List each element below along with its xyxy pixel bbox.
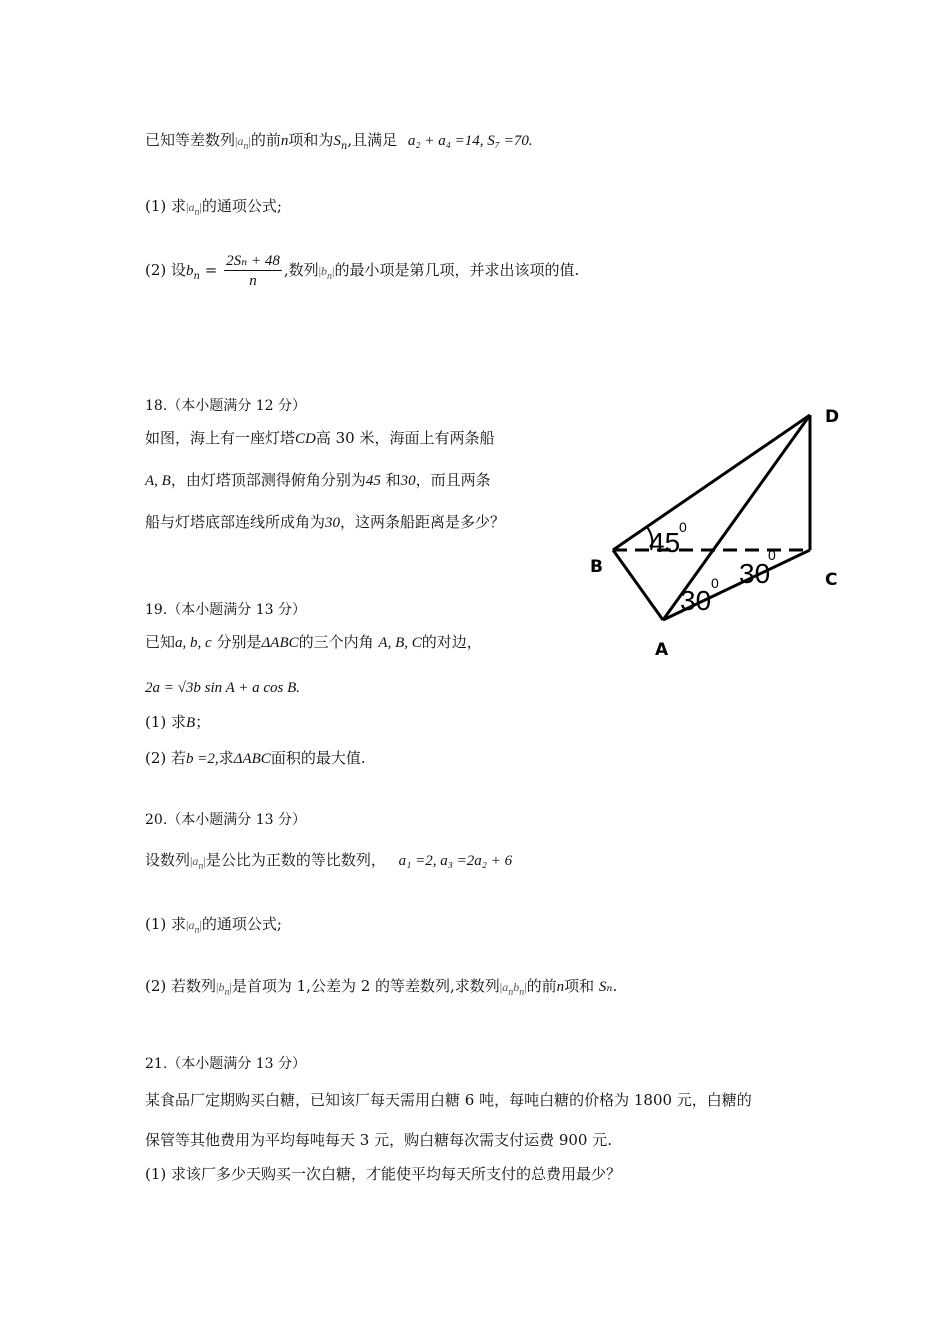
seq-an: $|a_n|$ — [186, 918, 202, 936]
svg-text:0: 0 — [768, 547, 776, 563]
p17-statement: 已知等差数列$|a_n|$的前n项和为$S_n$,且满足 a₂ + a₄ =14, S₇ =70. — [145, 131, 533, 152]
seq-bn: $|b_n|$ — [216, 980, 232, 998]
label-C: C — [825, 570, 838, 590]
p17-q2: (2) 设$b_n$ = $\frac{\text{2Sₙ + 48}}{n}$ ,数列$|b_n|$的最小项是第几项，并求出该项的值. — [145, 252, 580, 289]
p19-equation: 2a = √3b sin A + a cos B. — [145, 680, 301, 696]
seq-an: $|a_n|$ — [186, 200, 202, 218]
edge-BA — [613, 550, 663, 620]
seq-an: $|a_n|$ — [190, 854, 206, 872]
svg-text:0: 0 — [711, 575, 719, 591]
label-A: A — [655, 640, 669, 660]
p21-q1: (1) 求该厂多少天购买一次白糖，才能使平均每天所支付的总费用最少？ — [145, 1165, 622, 1183]
angle-30-a: 30 — [680, 585, 712, 616]
seq-anbn: $|a_nb_n|$ — [499, 980, 527, 998]
p21-line2: 保管等其他费用为平均每吨每天 3 元，购白糖每次需支付运费 900 元. — [145, 1131, 613, 1149]
seq-bn: $|b_n|$ — [318, 264, 335, 282]
p19-line1: 已知a, b, c 分别是ΔABC的三个内角 A, B, C的对边， — [145, 633, 482, 651]
lighthouse-figure — [585, 400, 850, 665]
p21-header: 21.（本小题满分 13 分） — [145, 1056, 306, 1072]
p21-line1: 某食品厂定期购买白糖，已知该厂每天需用白糖 6 吨，每吨白糖的价格为 1800 元，白糖的 — [145, 1091, 752, 1109]
label-D: D — [825, 407, 840, 427]
seq-an: $|a_n|$ — [235, 134, 251, 152]
fraction: $\frac{\text{2Sₙ + 48}}{n}$ — [226, 252, 280, 289]
p18-header: 18.（本小题满分 12 分） — [145, 398, 306, 414]
p20-q1: (1) 求$|a_n|$的通项公式; — [145, 915, 282, 936]
p20-line1: 设数列$|a_n|$是公比为正数的等比数列， a₁ =2, a₃ =2a₂ + 6 — [145, 851, 513, 872]
p18-line1: 如图，海上有一座灯塔CD高 30 米，海面上有两条船 — [145, 429, 495, 447]
p17-q1: (1) 求$|a_n|$的通项公式; — [145, 197, 282, 218]
p17-condition: a₂ + a₄ =14, S₇ =70. — [407, 133, 533, 149]
p19-q2: (2) 若b =2,求ΔABC面积的最大值. — [145, 749, 366, 767]
p18-line3: 船与灯塔底部连线所成角为30，这两条船距离是多少？ — [145, 513, 506, 531]
p19-q1: (1) 求B； — [145, 713, 211, 731]
p20-q2: (2) 若数列$|b_n|$是首项为 1,公差为 2 的等差数列,求数列$|a_nb_n|$的前n项和 Sₙ. — [145, 977, 618, 998]
p19-header: 19.（本小题满分 13 分） — [145, 602, 306, 618]
svg-text:0: 0 — [679, 519, 687, 535]
angle-45: 45 — [649, 527, 681, 558]
edge-BD — [613, 415, 810, 550]
label-B: B — [590, 557, 603, 577]
p18-line2: A, B，由灯塔顶部测得俯角分别为45 和30，而且两条 — [145, 471, 491, 489]
angle-30-b: 30 — [739, 558, 771, 589]
p20-header: 20.（本小题满分 13 分） — [145, 812, 306, 828]
